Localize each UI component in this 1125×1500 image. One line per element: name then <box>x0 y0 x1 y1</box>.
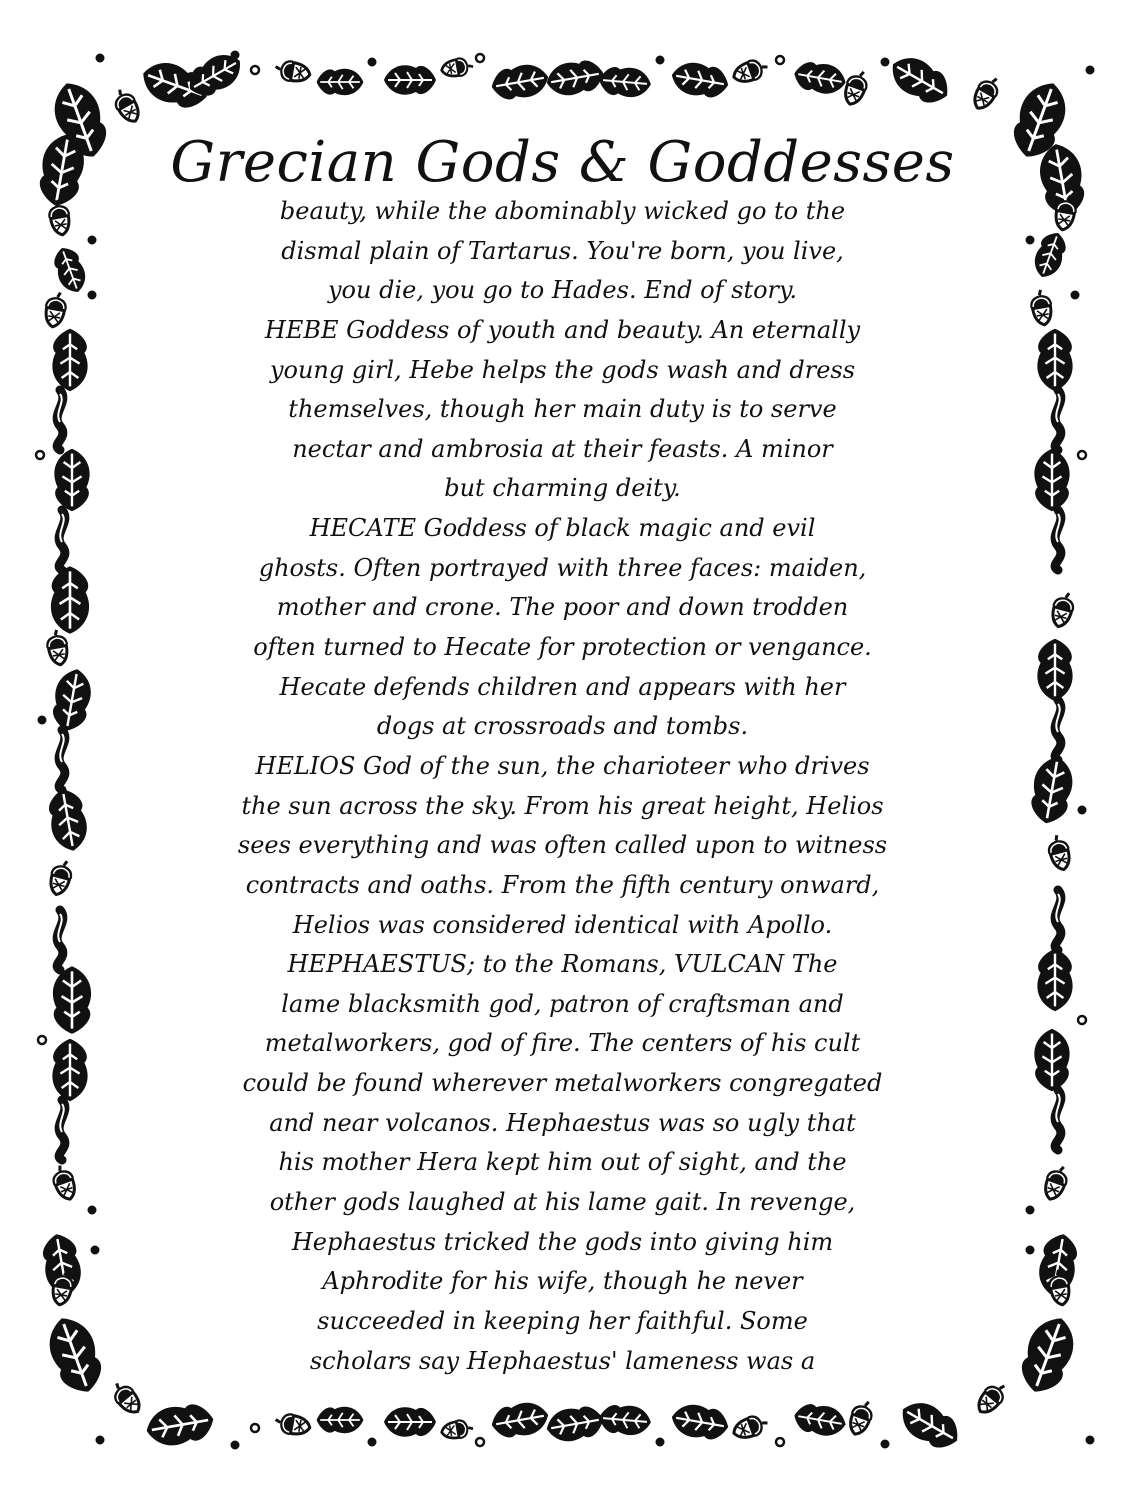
body-line: scholars say Hephaestus' lameness was a <box>309 1346 816 1375</box>
body-line: often turned to Hecate for protection or vengance. <box>253 633 872 662</box>
body-line: dogs at crossroads and tombs. <box>376 712 749 741</box>
bottom-border <box>96 1394 1095 1456</box>
body-line: HEBE Goddess of youth and beauty. An eternally <box>264 315 861 344</box>
bottom-left-corner-ornament <box>39 1231 146 1418</box>
bottom-right-corner-ornament <box>972 1231 1082 1418</box>
body-line: HELIOS God of the sun, the charioteer who drives <box>255 751 870 780</box>
body-line: and near volcanos. Hephaestus was so ugly that <box>269 1108 856 1137</box>
top-right-corner-ornament <box>1026 141 1089 282</box>
body-line: young girl, Hebe helps the gods wash and dress <box>269 355 856 384</box>
body-line: ghosts. Often portrayed with three faces: maiden, <box>258 553 867 582</box>
body-line: his mother Hera kept him out of sight, and the <box>278 1148 847 1177</box>
left-border <box>36 290 97 1214</box>
body-line: contracts and oaths. From the fifth century onward, <box>245 870 880 899</box>
body-line: Helios was considered identical with Apollo. <box>292 910 833 939</box>
body-line: mother and crone. The poor and down trodden <box>276 593 849 622</box>
page-title: Grecian Gods & Goddesses <box>170 130 955 195</box>
body-line: you die, you go to Hades. End of story. <box>327 276 798 305</box>
body-line: metalworkers, god of fire. The centers of his cult <box>264 1029 861 1058</box>
right-border <box>1026 288 1087 1214</box>
body-line: HEPHAESTUS; to the Romans, VULCAN The <box>287 950 838 979</box>
body-line: Aphrodite for his wife, though he never <box>322 1267 803 1296</box>
body-line: other gods laughed at his lame gait. In revenge, <box>269 1188 856 1217</box>
body-line: the sun across the sky. From his great height, Helios <box>241 791 884 820</box>
body-line: Hephaestus tricked the gods into giving him <box>291 1227 834 1256</box>
body-line: nectar and ambrosia at their feasts. A minor <box>292 434 833 463</box>
body-line: succeeded in keeping her faithful. Some <box>317 1306 808 1335</box>
body-line: beauty, while the abominably wicked go to the <box>279 197 846 225</box>
body-line: sees everything and was often called upon to witness <box>237 831 888 860</box>
body-text <box>150 192 975 1381</box>
body-line: lame blacksmith god, patron of craftsman and <box>281 989 844 1018</box>
body-line: themselves, though her main duty is to serve <box>288 395 837 424</box>
body-line: dismal plain of Tartarus. You're born, you live, <box>281 236 844 265</box>
body-line: Hecate defends children and appears with her <box>279 672 846 701</box>
body-line: but charming deity. <box>444 474 681 503</box>
body-line: could be found wherever metalworkers congregated <box>242 1069 883 1098</box>
body-line: HECATE Goddess of black magic and evil <box>309 514 816 543</box>
